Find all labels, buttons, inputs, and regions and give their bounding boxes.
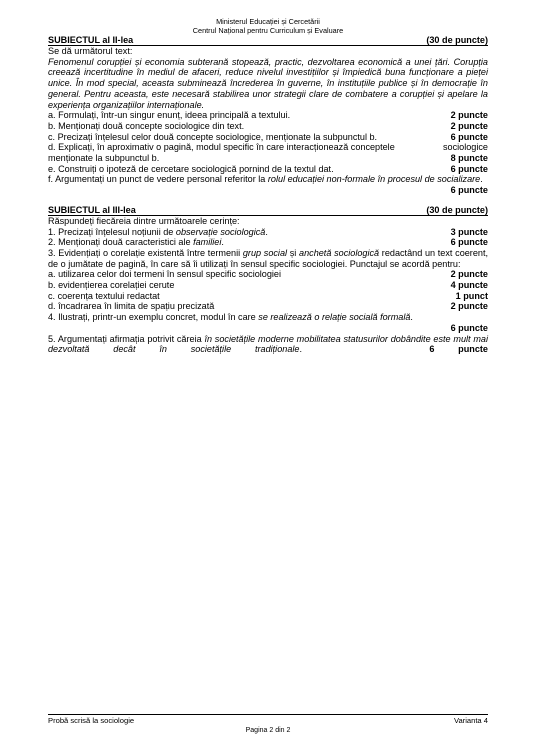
section2-item-f-points: 6 puncte <box>450 185 488 196</box>
item-text-italic: se realizează o relație socială formală <box>258 312 411 323</box>
section3-item-3b <box>48 280 488 291</box>
item-points: 6 puncte <box>450 237 488 248</box>
item-text-end: . <box>480 174 483 185</box>
item-points: 6 puncte <box>429 344 488 355</box>
item-points: 2 puncte <box>450 120 488 131</box>
section2-item-c <box>48 132 488 143</box>
term-ancheta: anchetă sociologică <box>299 247 380 258</box>
section3-title: SUBIECTUL al III-lea <box>48 204 136 215</box>
term-grup-social: grup social <box>242 247 288 258</box>
ministry-line: Ministerul Educației și Cercetării <box>216 17 320 26</box>
item-points: 2 puncte <box>450 110 488 121</box>
item-text-italic: familiei <box>193 237 222 248</box>
item-text-end: redactând un text coerent, de o jumătate de pagină, în care să îi utilizați în sensul specific sociologiei. Punctajul se acordă pentru: <box>48 247 489 269</box>
item-text: 5. Argumentați afirmația potrivit căreia <box>48 333 205 344</box>
page-footer <box>48 714 488 735</box>
section2-points: (30 de puncte) <box>426 35 488 45</box>
exam-page <box>48 0 488 750</box>
section2-title: SUBIECTUL al II-lea <box>48 35 134 45</box>
center-line: Centrul Național pentru Curriculum și Evaluare <box>192 26 344 35</box>
footer-page-number: Pagina 2 din 2 <box>245 727 291 734</box>
item-text-italic: în societățile moderne mobilitatea statusurilor dobândite este mult mai dezvoltată decât în societățile tradiționale <box>48 333 489 355</box>
section2-item-e <box>48 164 488 175</box>
item-text: b. Menționați două concepte sociologice din text. <box>48 120 245 131</box>
item-text: a. utilizarea celor doi termeni în sensul specific sociologiei <box>48 269 282 280</box>
item-text-mid: și <box>287 247 300 258</box>
item-text-italic: observație sociologică <box>175 226 266 237</box>
item-text: 3. Evidențiați o corelație existentă între termenii <box>48 247 243 258</box>
item-text: c. coerența textului redactat <box>48 290 160 301</box>
section2-item-b <box>48 121 488 132</box>
section3-item-1 <box>48 227 488 238</box>
item-points: 2 puncte <box>450 301 488 312</box>
item-text-end: . <box>299 344 302 355</box>
item-text: menționate la subpunctul b. <box>48 153 160 164</box>
section3-item-3 <box>48 248 488 269</box>
item-text: 1. Precizați înțelesul noțiunii de <box>48 226 176 237</box>
section3-item-3d <box>48 301 488 312</box>
item-points: 4 puncte <box>450 280 488 291</box>
item-points: 8 puncte <box>450 153 488 164</box>
section3-item-4-points: 6 puncte <box>450 322 488 333</box>
item-text: b. evidențierea corelației cerute <box>48 280 175 291</box>
item-text: e. Construiți o ipoteză de cercetare sociologică pornind de la textul dat. <box>48 163 334 174</box>
item-points: 3 puncte <box>450 226 488 237</box>
item-text-italic: rolul educației non-formale în procesul de socializare <box>267 174 481 185</box>
item-text-end: sociologice <box>443 142 488 153</box>
section2-item-d-line1 <box>48 142 488 153</box>
section3-intro: Răspundeți fiecăreia dintre următoarele cerințe: <box>48 215 240 226</box>
item-text: 4. Ilustrați, printr-un exemplu concret, modul în care <box>48 312 259 323</box>
section3-item-5 <box>48 334 488 355</box>
footer-subject: Probă scrisă la sociologie <box>48 716 135 725</box>
section3-heading <box>48 205 488 216</box>
item-text-end: . <box>265 226 268 237</box>
section2-item-d-line2 <box>48 153 488 164</box>
section3-item-3a <box>48 269 488 280</box>
item-text: d. încadrarea în limita de spațiu precizată <box>48 301 215 312</box>
item-text: c. Precizați înțelesul celor două concepte sociologice, menționate la subpunctul b. <box>48 131 378 142</box>
section2-heading <box>48 35 488 46</box>
item-points: 1 punct <box>455 290 488 301</box>
item-text: 2. Menționați două caracteristici ale <box>48 237 194 248</box>
section2-quote: Fenomenul corupției și economia subterană stopează, practic, dezvoltarea economică a unei țări. Corupția creează incertitudine în mediul de afaceri, reduce nivelul investițiilor și împiedică buna funcționare a pieței unice. În mod special, aceasta subminează încrederea în guverne, în instituțiile publice și în democrație în general. Pentru aceasta, este necesară stabilirea unor strategii clare de combatere a corupției și apelare la experiența organizațiilor internaționale. <box>48 56 488 110</box>
section3-item-3c <box>48 291 488 302</box>
item-text: a. Formulați, într-un singur enunț, ideea principală a textului. <box>48 110 291 121</box>
section3-item-4 <box>48 312 488 323</box>
item-points: 2 puncte <box>450 269 488 280</box>
section2-intro: Se dă următorul text: <box>48 46 133 56</box>
section3-points: (30 de puncte) <box>426 204 488 215</box>
item-points: 6 puncte <box>450 163 488 174</box>
item-text: f. Argumentați un punct de vedere personal referitor la <box>48 174 268 185</box>
item-text-end: . <box>221 237 224 248</box>
footer-variant: Varianta 4 <box>453 716 488 725</box>
item-points: 6 puncte <box>450 131 488 142</box>
section2-item-a <box>48 110 488 121</box>
section3-item-2 <box>48 237 488 248</box>
item-text-end: . <box>410 312 413 323</box>
section2-item-f <box>48 174 488 185</box>
page-header <box>48 0 488 35</box>
item-text: d. Explicați, în aproximativ o pagină, modul specific în care interacționează conceptele <box>48 142 395 153</box>
